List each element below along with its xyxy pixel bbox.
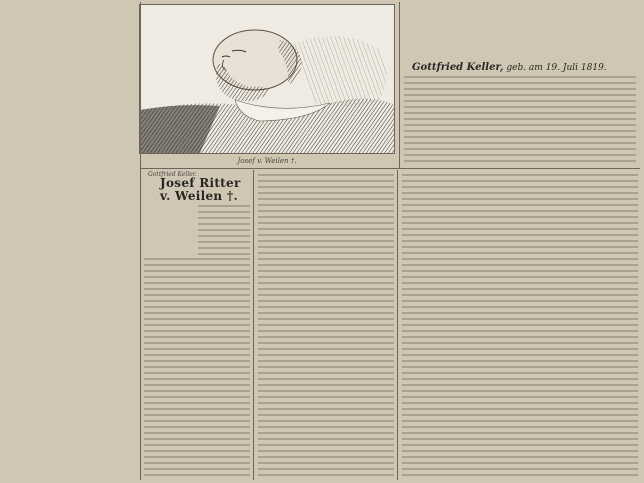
keller-text-top bbox=[404, 76, 636, 164]
column-rule bbox=[253, 170, 254, 480]
weilen-title: Josef Ritter v. Weilen †. bbox=[160, 176, 241, 203]
weilen-column-2 bbox=[258, 174, 394, 476]
column-rule bbox=[140, 2, 141, 480]
keller-birth: geb. am 19. Juli 1819. bbox=[506, 63, 607, 73]
column-rule bbox=[397, 170, 398, 480]
keller-name: Gottfried Keller, bbox=[412, 62, 504, 73]
weilen-kicker: Gottfried Keller. bbox=[148, 171, 197, 178]
keller-header bbox=[412, 62, 607, 73]
portrait-engraving bbox=[139, 4, 395, 154]
column-rule bbox=[399, 2, 400, 168]
portrait-caption: Josef v. Weilen †. bbox=[237, 157, 297, 165]
keller-column-lower bbox=[402, 174, 638, 476]
weilen-column-1 bbox=[144, 258, 250, 476]
column-rule bbox=[140, 168, 640, 169]
weilen-intro-text bbox=[198, 205, 250, 255]
